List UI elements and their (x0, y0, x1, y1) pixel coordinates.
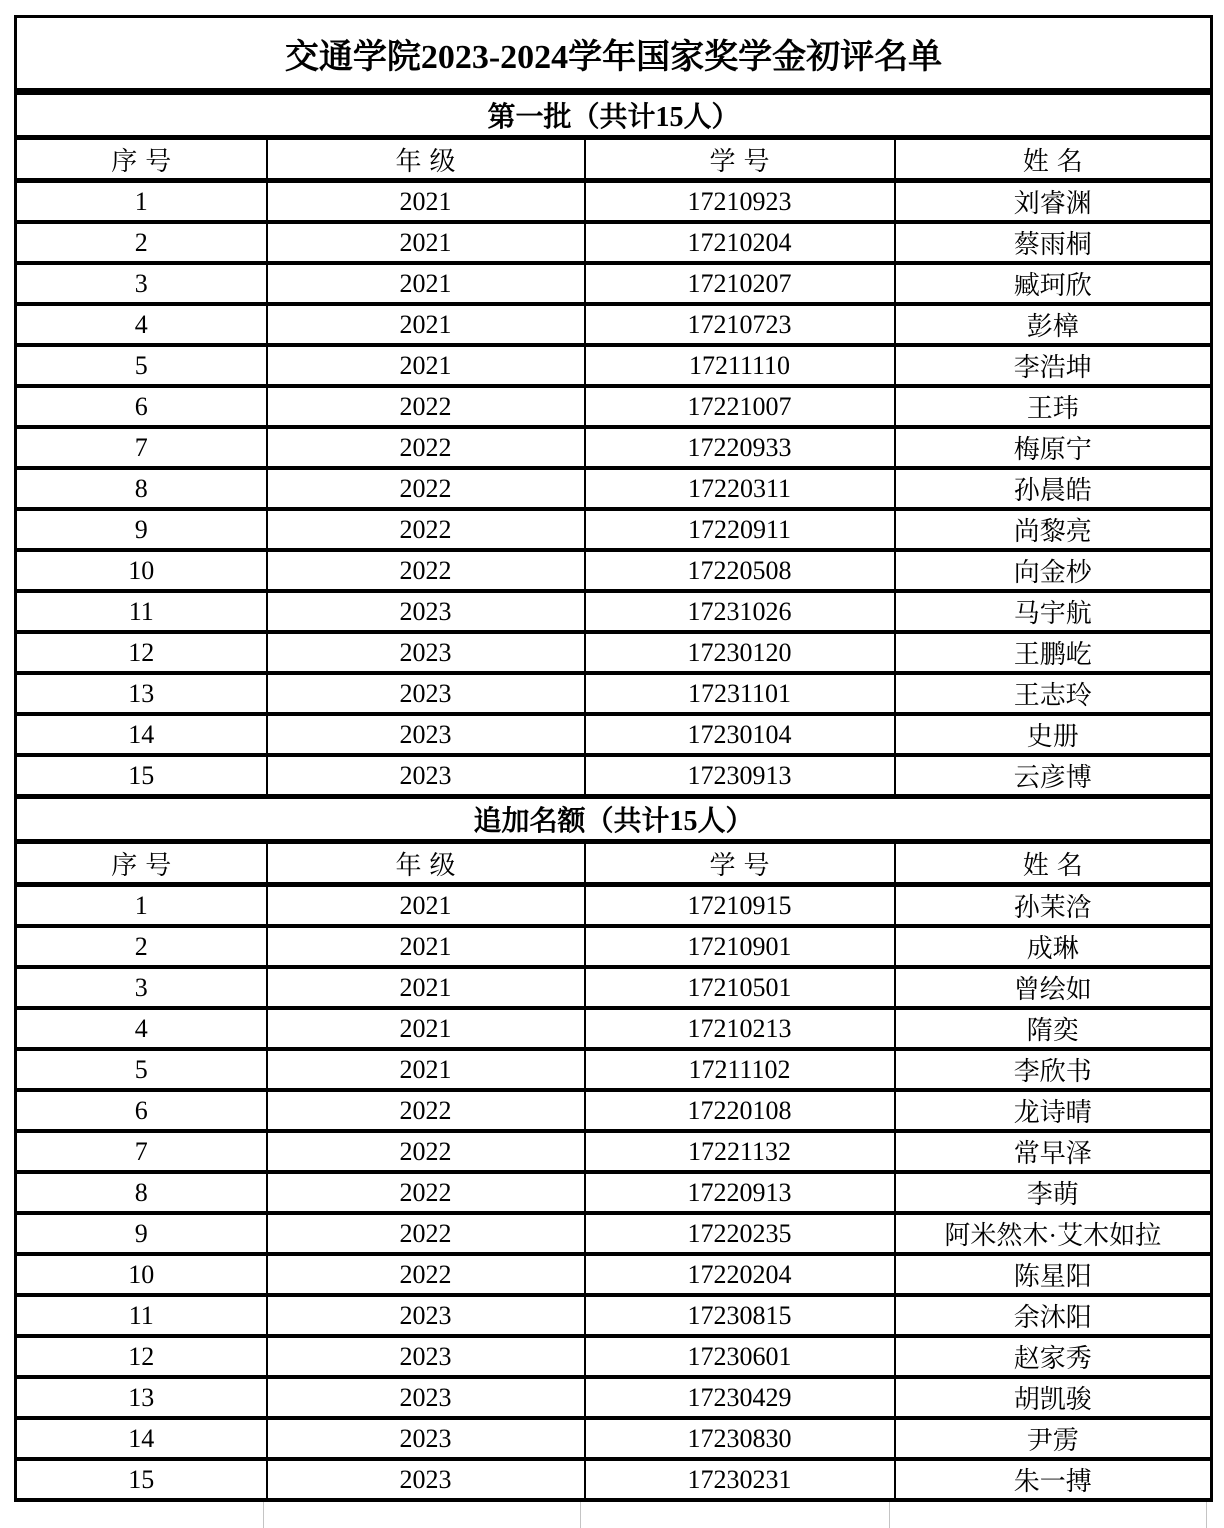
name-cell: 臧珂欣 (895, 263, 1212, 304)
table-row (16, 468, 1212, 509)
student-id-cell: 17220508 (585, 550, 895, 591)
student-id-cell: 17210915 (585, 885, 895, 927)
table-row (16, 1213, 1212, 1254)
index-cell: 12 (16, 1336, 267, 1377)
student-id-cell: 17220108 (585, 1090, 895, 1131)
name-cell: 彭樟 (895, 304, 1212, 345)
student-id-cell: 17231026 (585, 591, 895, 632)
partial-cell (264, 1502, 581, 1528)
name-cell: 刘睿渊 (895, 181, 1212, 223)
grade-cell: 2021 (267, 1008, 585, 1049)
table-row (16, 1172, 1212, 1213)
table-row (16, 1254, 1212, 1295)
name-cell: 朱一搏 (895, 1459, 1212, 1500)
index-cell: 14 (16, 1418, 267, 1459)
index-cell: 5 (16, 1049, 267, 1090)
index-cell: 12 (16, 632, 267, 673)
name-cell: 李欣书 (895, 1049, 1212, 1090)
partial-cell (14, 1502, 264, 1528)
grade-cell: 2022 (267, 509, 585, 550)
index-cell: 15 (16, 1459, 267, 1500)
index-cell: 2 (16, 926, 267, 967)
index-cell: 3 (16, 263, 267, 304)
name-cell: 王志玲 (895, 673, 1212, 714)
grade-cell: 2022 (267, 1213, 585, 1254)
name-cell: 王鹏屹 (895, 632, 1212, 673)
index-cell: 4 (16, 304, 267, 345)
student-id-cell: 17230830 (585, 1418, 895, 1459)
grade-cell: 2022 (267, 550, 585, 591)
name-cell: 赵家秀 (895, 1336, 1212, 1377)
column-header-3: 姓名 (895, 138, 1212, 181)
grade-cell: 2023 (267, 1418, 585, 1459)
grade-cell: 2023 (267, 1377, 585, 1418)
student-id-cell: 17210213 (585, 1008, 895, 1049)
index-cell: 11 (16, 591, 267, 632)
column-header-1: 年级 (267, 138, 585, 181)
index-cell: 5 (16, 345, 267, 386)
table-row (16, 345, 1212, 386)
name-cell: 成琳 (895, 926, 1212, 967)
table-row (16, 263, 1212, 304)
grade-cell: 2022 (267, 427, 585, 468)
grade-cell: 2023 (267, 632, 585, 673)
student-id-cell: 17210501 (585, 967, 895, 1008)
table-row (16, 550, 1212, 591)
section-header-row (16, 92, 1212, 138)
student-id-cell: 17220913 (585, 1172, 895, 1213)
index-cell: 7 (16, 427, 267, 468)
student-id-cell: 17230231 (585, 1459, 895, 1500)
index-cell: 1 (16, 885, 267, 927)
index-cell: 11 (16, 1295, 267, 1336)
section-header-row (16, 797, 1212, 842)
index-cell: 13 (16, 673, 267, 714)
student-id-cell: 17220911 (585, 509, 895, 550)
table-row (16, 1418, 1212, 1459)
grade-cell: 2022 (267, 468, 585, 509)
table-row (16, 1336, 1212, 1377)
name-cell: 龙诗晴 (895, 1090, 1212, 1131)
student-id-cell: 17230120 (585, 632, 895, 673)
name-cell: 尹雳 (895, 1418, 1212, 1459)
grade-cell: 2021 (267, 1049, 585, 1090)
column-header-3: 姓名 (895, 842, 1212, 885)
grade-cell: 2022 (267, 1254, 585, 1295)
name-cell: 蔡雨桐 (895, 222, 1212, 263)
index-cell: 4 (16, 1008, 267, 1049)
column-header-row (16, 842, 1212, 885)
name-cell: 孙晨皓 (895, 468, 1212, 509)
student-id-cell: 17220933 (585, 427, 895, 468)
table-row (16, 1008, 1212, 1049)
name-cell: 隋奕 (895, 1008, 1212, 1049)
grade-cell: 2021 (267, 885, 585, 927)
grade-cell: 2021 (267, 304, 585, 345)
index-cell: 7 (16, 1131, 267, 1172)
grade-cell: 2023 (267, 755, 585, 797)
table-body (16, 17, 1212, 1501)
student-id-cell: 17210901 (585, 926, 895, 967)
partial-empty-row (14, 1502, 1210, 1528)
table-row (16, 673, 1212, 714)
name-cell: 阿米然木·艾木如拉 (895, 1213, 1212, 1254)
index-cell: 8 (16, 1172, 267, 1213)
name-cell: 胡凯骏 (895, 1377, 1212, 1418)
name-cell: 常早泽 (895, 1131, 1212, 1172)
index-cell: 1 (16, 181, 267, 223)
index-cell: 8 (16, 468, 267, 509)
name-cell: 曾绘如 (895, 967, 1212, 1008)
student-id-cell: 17210923 (585, 181, 895, 223)
student-id-cell: 17221132 (585, 1131, 895, 1172)
title-row (16, 17, 1212, 92)
table-row (16, 632, 1212, 673)
section-header: 追加名额（共计15人） (16, 797, 1212, 842)
table-row (16, 1377, 1212, 1418)
grade-cell: 2021 (267, 967, 585, 1008)
name-cell: 孙茉浛 (895, 885, 1212, 927)
table-row (16, 181, 1212, 223)
student-id-cell: 17231101 (585, 673, 895, 714)
column-header-0: 序号 (16, 138, 267, 181)
grade-cell: 2021 (267, 926, 585, 967)
grade-cell: 2023 (267, 1459, 585, 1500)
name-cell: 马宇航 (895, 591, 1212, 632)
student-id-cell: 17210723 (585, 304, 895, 345)
scholarship-sheet (14, 15, 1210, 1528)
table-row (16, 427, 1212, 468)
student-id-cell: 17211102 (585, 1049, 895, 1090)
grade-cell: 2022 (267, 1172, 585, 1213)
student-id-cell: 17230104 (585, 714, 895, 755)
student-id-cell: 17230913 (585, 755, 895, 797)
table-row (16, 509, 1212, 550)
table-row (16, 1049, 1212, 1090)
index-cell: 9 (16, 1213, 267, 1254)
section-header: 第一批（共计15人） (16, 92, 1212, 138)
column-header-row (16, 138, 1212, 181)
table-row (16, 1295, 1212, 1336)
grade-cell: 2023 (267, 1336, 585, 1377)
name-cell: 尚黎亮 (895, 509, 1212, 550)
table-row (16, 386, 1212, 427)
table-row (16, 1090, 1212, 1131)
table-row (16, 967, 1212, 1008)
table-row (16, 714, 1212, 755)
student-id-cell: 17230429 (585, 1377, 895, 1418)
student-id-cell: 17220311 (585, 468, 895, 509)
student-id-cell: 17230815 (585, 1295, 895, 1336)
table-row (16, 304, 1212, 345)
student-id-cell: 17230601 (585, 1336, 895, 1377)
column-header-0: 序号 (16, 842, 267, 885)
name-cell: 史册 (895, 714, 1212, 755)
grade-cell: 2021 (267, 222, 585, 263)
grade-cell: 2023 (267, 1295, 585, 1336)
table-row (16, 926, 1212, 967)
name-cell: 陈星阳 (895, 1254, 1212, 1295)
name-cell: 王玮 (895, 386, 1212, 427)
name-cell: 向金杪 (895, 550, 1212, 591)
partial-cell (581, 1502, 890, 1528)
grade-cell: 2022 (267, 386, 585, 427)
name-cell: 李浩坤 (895, 345, 1212, 386)
student-id-cell: 17221007 (585, 386, 895, 427)
student-id-cell: 17210204 (585, 222, 895, 263)
grade-cell: 2021 (267, 263, 585, 304)
index-cell: 2 (16, 222, 267, 263)
index-cell: 13 (16, 1377, 267, 1418)
index-cell: 14 (16, 714, 267, 755)
student-id-cell: 17211110 (585, 345, 895, 386)
name-cell: 余沐阳 (895, 1295, 1212, 1336)
name-cell: 梅原宁 (895, 427, 1212, 468)
index-cell: 10 (16, 550, 267, 591)
scholarship-table (14, 15, 1213, 1502)
column-header-2: 学号 (585, 842, 895, 885)
table-row (16, 755, 1212, 797)
partial-cell (890, 1502, 1207, 1528)
grade-cell: 2023 (267, 714, 585, 755)
table-row (16, 885, 1212, 927)
table-title: 交通学院2023-2024学年国家奖学金初评名单 (16, 17, 1212, 92)
index-cell: 15 (16, 755, 267, 797)
table-row (16, 222, 1212, 263)
column-header-2: 学号 (585, 138, 895, 181)
index-cell: 6 (16, 1090, 267, 1131)
grade-cell: 2022 (267, 1131, 585, 1172)
index-cell: 6 (16, 386, 267, 427)
student-id-cell: 17220235 (585, 1213, 895, 1254)
grade-cell: 2021 (267, 345, 585, 386)
grade-cell: 2022 (267, 1090, 585, 1131)
student-id-cell: 17210207 (585, 263, 895, 304)
student-id-cell: 17220204 (585, 1254, 895, 1295)
index-cell: 9 (16, 509, 267, 550)
table-row (16, 1131, 1212, 1172)
table-row (16, 591, 1212, 632)
name-cell: 李萌 (895, 1172, 1212, 1213)
grade-cell: 2021 (267, 181, 585, 223)
column-header-1: 年级 (267, 842, 585, 885)
index-cell: 10 (16, 1254, 267, 1295)
index-cell: 3 (16, 967, 267, 1008)
name-cell: 云彦博 (895, 755, 1212, 797)
grade-cell: 2023 (267, 591, 585, 632)
grade-cell: 2023 (267, 673, 585, 714)
table-row (16, 1459, 1212, 1500)
